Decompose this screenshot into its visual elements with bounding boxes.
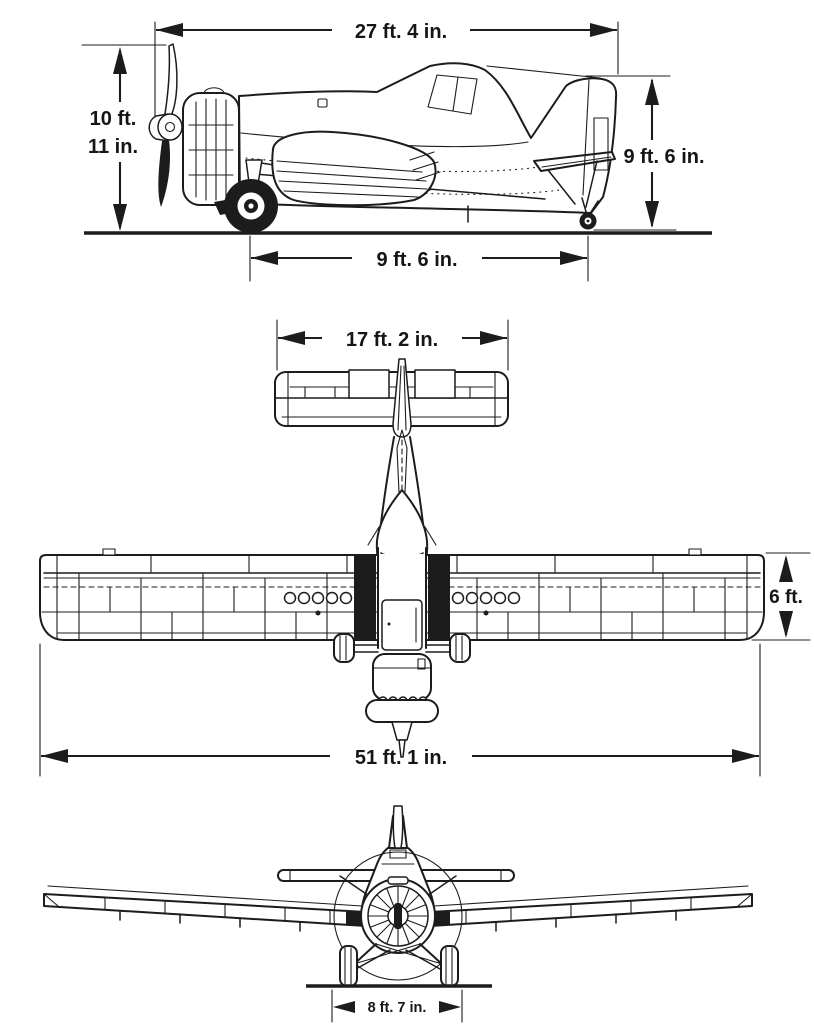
arrowhead-up [113, 47, 127, 74]
overall-height-label-line1: 10 ft. [89, 108, 137, 130]
wing-walkway-right [428, 554, 450, 639]
dimension-wheelbase [250, 236, 588, 281]
propeller-hub [394, 903, 402, 929]
horizontal-stabilizer-top [275, 370, 508, 426]
arrowhead-down [779, 611, 793, 638]
wingspan-label: 51 ft. 1 in. [354, 747, 448, 769]
wheel-track-label: 8 ft. 7 in. [367, 1000, 427, 1016]
arrowhead-up [779, 555, 793, 582]
arrowhead-left [278, 331, 305, 345]
engine-cowl-top [366, 654, 438, 757]
arrowhead-left [333, 1001, 355, 1013]
main-wheel-right-front [441, 946, 458, 986]
arrowhead-right [560, 251, 587, 265]
arrowhead-down [645, 201, 659, 228]
dimension-stabilizer-span [277, 320, 508, 370]
spinner-top [392, 722, 412, 740]
wing-front-left [44, 894, 366, 926]
stabilizer-span-label: 17 ft. 2 in. [345, 329, 439, 351]
top-view [40, 320, 810, 776]
arrowhead-right [732, 749, 759, 763]
tail-height-label: 9 ft. 6 in. [623, 146, 705, 168]
elevator-tab-left [349, 370, 389, 398]
overall-height-label-line2: 11 in. [87, 136, 139, 158]
propeller-side [149, 44, 182, 207]
propeller-blade-upper [165, 44, 177, 116]
arrowhead-right [590, 23, 617, 37]
arrowhead-right [480, 331, 507, 345]
main-wheel-left-front [340, 946, 357, 986]
main-wheel-right-top [450, 634, 470, 662]
propeller-blade-front [393, 806, 402, 848]
propeller-blade-lower [158, 140, 170, 207]
wing-top [40, 548, 764, 650]
arrowhead-down [113, 204, 127, 231]
vertical-fin-top [393, 359, 411, 437]
dimension-wheel-track [332, 990, 462, 1022]
overall-length-label: 27 ft. 4 in. [354, 21, 448, 43]
arrowhead-left [41, 749, 68, 763]
arrowhead-up [645, 78, 659, 105]
arrowhead-right [439, 1001, 461, 1013]
front-view [44, 806, 752, 1022]
radial-engine-front [361, 877, 435, 953]
antenna-wire [487, 66, 600, 78]
arrowhead-left [251, 251, 278, 265]
elevator-tab-right [415, 370, 455, 398]
hopper-lid [382, 600, 422, 650]
arrowhead-left [156, 23, 183, 37]
wing-front-right [430, 894, 752, 926]
main-wheel-left-top [334, 634, 354, 662]
wing-chord-label: 6 ft. [769, 587, 803, 608]
wing-walkway-left [354, 554, 376, 639]
wheelbase-label: 9 ft. 6 in. [376, 249, 458, 271]
side-view [82, 21, 712, 281]
